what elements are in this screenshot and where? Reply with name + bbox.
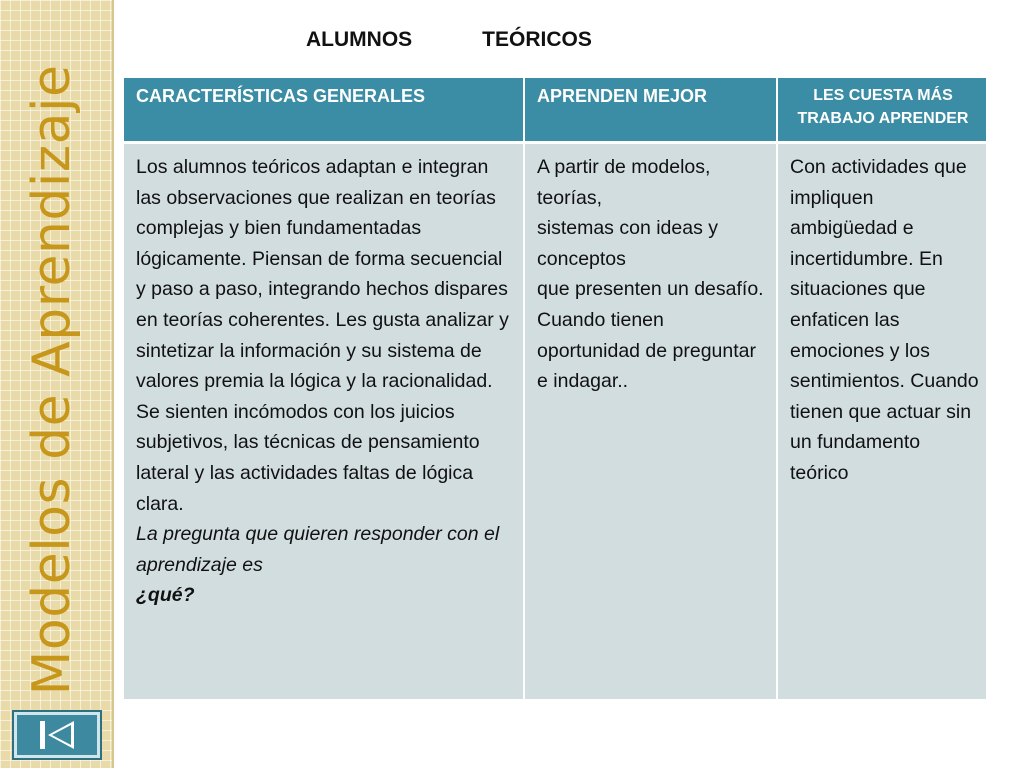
skip-to-start-icon — [34, 718, 80, 752]
question-que: ¿qué? — [136, 584, 195, 607]
header-caracteristicas: CARACTERÍSTICAS GENERALES — [124, 77, 525, 144]
aprenden-line: que presenten un desafío. — [537, 278, 764, 301]
question-text: La pregunta que quieren responder con el aprendizaje es — [136, 523, 500, 576]
learning-styles-table — [124, 77, 988, 699]
header-les-cuesta: LES CUESTA MÁS TRABAJO APRENDER — [778, 77, 988, 144]
cell-aprenden-mejor — [525, 144, 778, 699]
title-alumnos: ALUMNOS — [306, 28, 413, 51]
table-header-row — [124, 77, 988, 144]
title-teoricos: TEÓRICOS — [482, 28, 592, 51]
caracteristicas-text: Los alumnos teóricos adaptan e integran las observaciones que realizan en teorías complejas y bien fundamentadas lógicamente. Piensan de forma secuencial y paso a paso, integrando hechos dispares en teorías coherentes. Les gusta analizar y sintetizar la información y su sistema de valores premia la lógica y la racionalidad. Se sienten incómodos con los juicios subjetivos, las técnicas de pensamiento lateral y las actividades faltas de lógica clara. — [136, 156, 509, 515]
aprenden-line: sistemas con ideas y conceptos — [537, 217, 718, 270]
table-row — [124, 144, 988, 699]
sidebar-title: Modelos de Aprendizaje — [22, 64, 82, 696]
slide-title — [306, 28, 592, 52]
aprenden-line: Cuando tienen oportunidad de preguntar e indagar.. — [537, 308, 757, 393]
les-cuesta-text: Con actividades que impliquen ambigüedad e incertidumbre. En situaciones que enfaticen las emociones y los sentimientos. Cuando tienen que actuar sin un fundamento teórico — [790, 156, 979, 484]
aprenden-line: A partir de modelos, teorías, — [537, 156, 711, 209]
sidebar — [0, 0, 114, 768]
cell-caracteristicas — [124, 144, 525, 699]
header-aprenden-mejor: APRENDEN MEJOR — [525, 77, 778, 144]
skip-to-start-button[interactable] — [14, 712, 100, 758]
cell-les-cuesta — [778, 144, 988, 699]
